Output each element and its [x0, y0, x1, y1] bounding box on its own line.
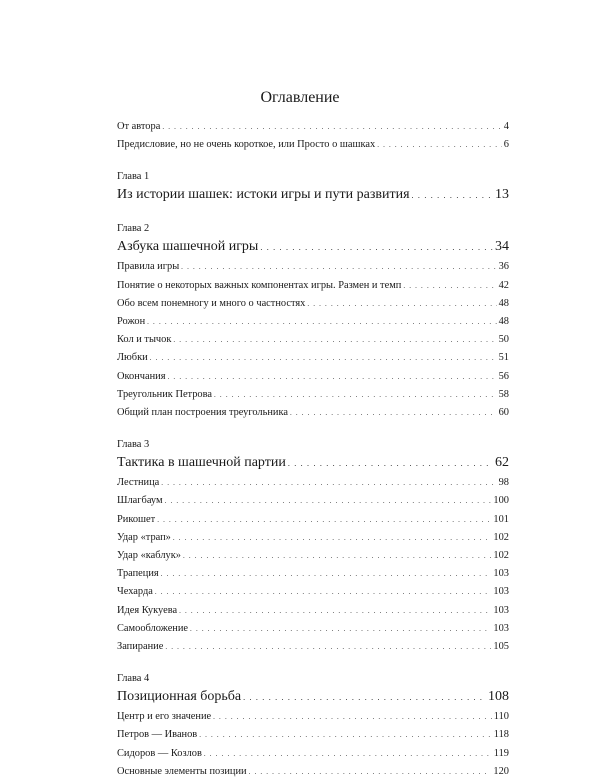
leader-dots	[181, 259, 496, 276]
toc-entry[interactable]	[117, 583, 509, 601]
leader-dots	[412, 186, 493, 206]
entry-label: Предисловие, но не очень короткое, или Просто о шашках	[117, 139, 376, 151]
leader-dots	[307, 296, 496, 313]
entry-page: 58	[498, 388, 509, 400]
leader-dots	[183, 548, 491, 565]
entry-label: Понятие о некоторых важных компонентах игры. Размен и темп	[117, 279, 402, 291]
leader-dots	[157, 512, 491, 529]
entry-label: Удар «каблук»	[117, 550, 181, 562]
toc-entry[interactable]	[117, 638, 509, 656]
toc-entry[interactable]	[117, 708, 509, 726]
toc-entry[interactable]	[117, 474, 509, 492]
entry-label: Сидоров — Козлов	[117, 747, 202, 759]
leader-dots	[199, 727, 492, 744]
chapter-3-title[interactable]	[117, 453, 509, 474]
entry-page: 48	[498, 297, 509, 309]
entry-page: 62	[495, 455, 509, 471]
entry-label: Обо всем понемногу и много о частностях	[117, 297, 306, 309]
entry-label: Треугольник Петрова	[117, 388, 213, 400]
toc-entry[interactable]	[117, 547, 509, 565]
page-title: Оглавление	[260, 89, 340, 106]
entry-page: 108	[488, 689, 509, 705]
entry-page: 103	[493, 604, 509, 616]
toc-entry[interactable]	[117, 529, 509, 547]
toc-entry[interactable]	[117, 277, 509, 295]
entry-page: 98	[498, 477, 509, 489]
leader-dots	[377, 137, 502, 154]
leader-dots	[165, 493, 492, 510]
chapter-3-label: Глава 3	[117, 439, 150, 451]
leader-dots	[204, 746, 492, 763]
entry-label: Основные элементы позиции	[117, 765, 247, 777]
toc-entry-preface[interactable]	[117, 136, 509, 154]
toc-entry[interactable]	[117, 565, 509, 583]
leader-dots	[288, 454, 493, 474]
entry-label: Тактика в шашечной партии	[117, 455, 286, 471]
leader-dots	[162, 119, 501, 136]
toc-entry[interactable]	[117, 492, 509, 510]
entry-label: Удар «трап»	[117, 531, 171, 543]
toc-entry[interactable]	[117, 331, 509, 349]
entry-page: 101	[493, 513, 509, 525]
entry-page: 56	[498, 370, 509, 382]
toc-entry[interactable]	[117, 404, 509, 422]
toc-entry[interactable]	[117, 511, 509, 529]
entry-label: Кол и тычок	[117, 334, 172, 346]
entry-page: 102	[493, 531, 509, 543]
entry-page: 103	[493, 568, 509, 580]
leader-dots	[249, 764, 492, 781]
entry-label: Позиционная борьба	[117, 689, 242, 705]
entry-page: 103	[493, 586, 509, 598]
entry-label: От автора	[117, 121, 161, 132]
leader-dots	[290, 405, 497, 422]
entry-label: Окончания	[117, 370, 166, 382]
leader-dots	[150, 350, 497, 367]
toc-entry-author[interactable]	[117, 118, 509, 136]
entry-label: Из истории шашек: истоки игры и пути развития	[117, 187, 410, 203]
entry-label: Правила игры	[117, 261, 180, 273]
leader-dots	[161, 566, 492, 583]
entry-page: 102	[493, 550, 509, 562]
toc-entry[interactable]	[117, 726, 509, 744]
toc-entry[interactable]	[117, 763, 509, 781]
entry-label: Трапеция	[117, 568, 159, 580]
leader-dots	[190, 621, 491, 638]
toc-entry[interactable]	[117, 258, 509, 276]
entry-page: 119	[493, 747, 509, 759]
entry-page: 60	[498, 407, 509, 419]
toc-entry[interactable]	[117, 602, 509, 620]
table-of-contents	[117, 118, 509, 781]
entry-page: 48	[498, 316, 509, 328]
entry-label: Чехарда	[117, 586, 153, 598]
leader-dots	[403, 278, 496, 295]
entry-label: Лестница	[117, 477, 160, 489]
chapter-2-title[interactable]	[117, 237, 509, 258]
entry-label: Рикошет	[117, 513, 156, 525]
toc-entry[interactable]	[117, 295, 509, 313]
entry-page: 100	[493, 495, 509, 507]
leader-dots	[179, 603, 491, 620]
leader-dots	[243, 688, 486, 708]
entry-page: 51	[498, 352, 509, 364]
entry-page: 105	[493, 641, 509, 653]
chapter-4-label: Глава 4	[117, 673, 150, 685]
entry-label: Петров — Иванов	[117, 729, 198, 741]
entry-label: Азбука шашечной игры	[117, 239, 259, 255]
entry-page: 34	[495, 239, 509, 255]
leader-dots	[147, 314, 496, 331]
entry-label: Рожон	[117, 316, 146, 328]
entry-label: Центр и его значение	[117, 711, 212, 723]
entry-page: 36	[498, 261, 509, 273]
chapter-2-label: Глава 2	[117, 223, 150, 235]
entry-label: Общий план построения треугольника	[117, 407, 288, 419]
toc-entry[interactable]	[117, 349, 509, 367]
entry-label: Любки	[117, 352, 148, 364]
entry-page: 120	[493, 765, 509, 777]
entry-page: 103	[493, 622, 509, 634]
chapter-1-title[interactable]	[117, 185, 509, 206]
entry-label: Запирание	[117, 641, 164, 653]
chapter-1-label: Глава 1	[117, 171, 150, 183]
toc-entry[interactable]	[117, 386, 509, 404]
entry-page: 110	[493, 711, 509, 723]
toc-entry[interactable]	[117, 313, 509, 331]
entry-label: Идея Кукуева	[117, 604, 178, 616]
toc-entry[interactable]	[117, 620, 509, 638]
entry-page: 6	[503, 139, 509, 151]
leader-dots	[260, 238, 493, 258]
entry-label: Самообложение	[117, 622, 189, 634]
toc-entry[interactable]	[117, 745, 509, 763]
entry-label: Шлагбаум	[117, 495, 163, 507]
entry-page: 4	[503, 121, 509, 132]
entry-page: 50	[498, 334, 509, 346]
entry-page: 13	[495, 187, 509, 203]
leader-dots	[214, 387, 497, 404]
leader-dots	[155, 584, 492, 601]
leader-dots	[165, 639, 491, 656]
leader-dots	[213, 709, 492, 726]
leader-dots	[173, 332, 496, 349]
entry-page: 42	[498, 279, 509, 291]
leader-dots	[161, 475, 496, 492]
chapter-4-title[interactable]	[117, 687, 509, 708]
leader-dots	[168, 369, 497, 386]
toc-entry[interactable]	[117, 368, 509, 386]
leader-dots	[173, 530, 492, 547]
entry-page: 118	[493, 729, 509, 741]
